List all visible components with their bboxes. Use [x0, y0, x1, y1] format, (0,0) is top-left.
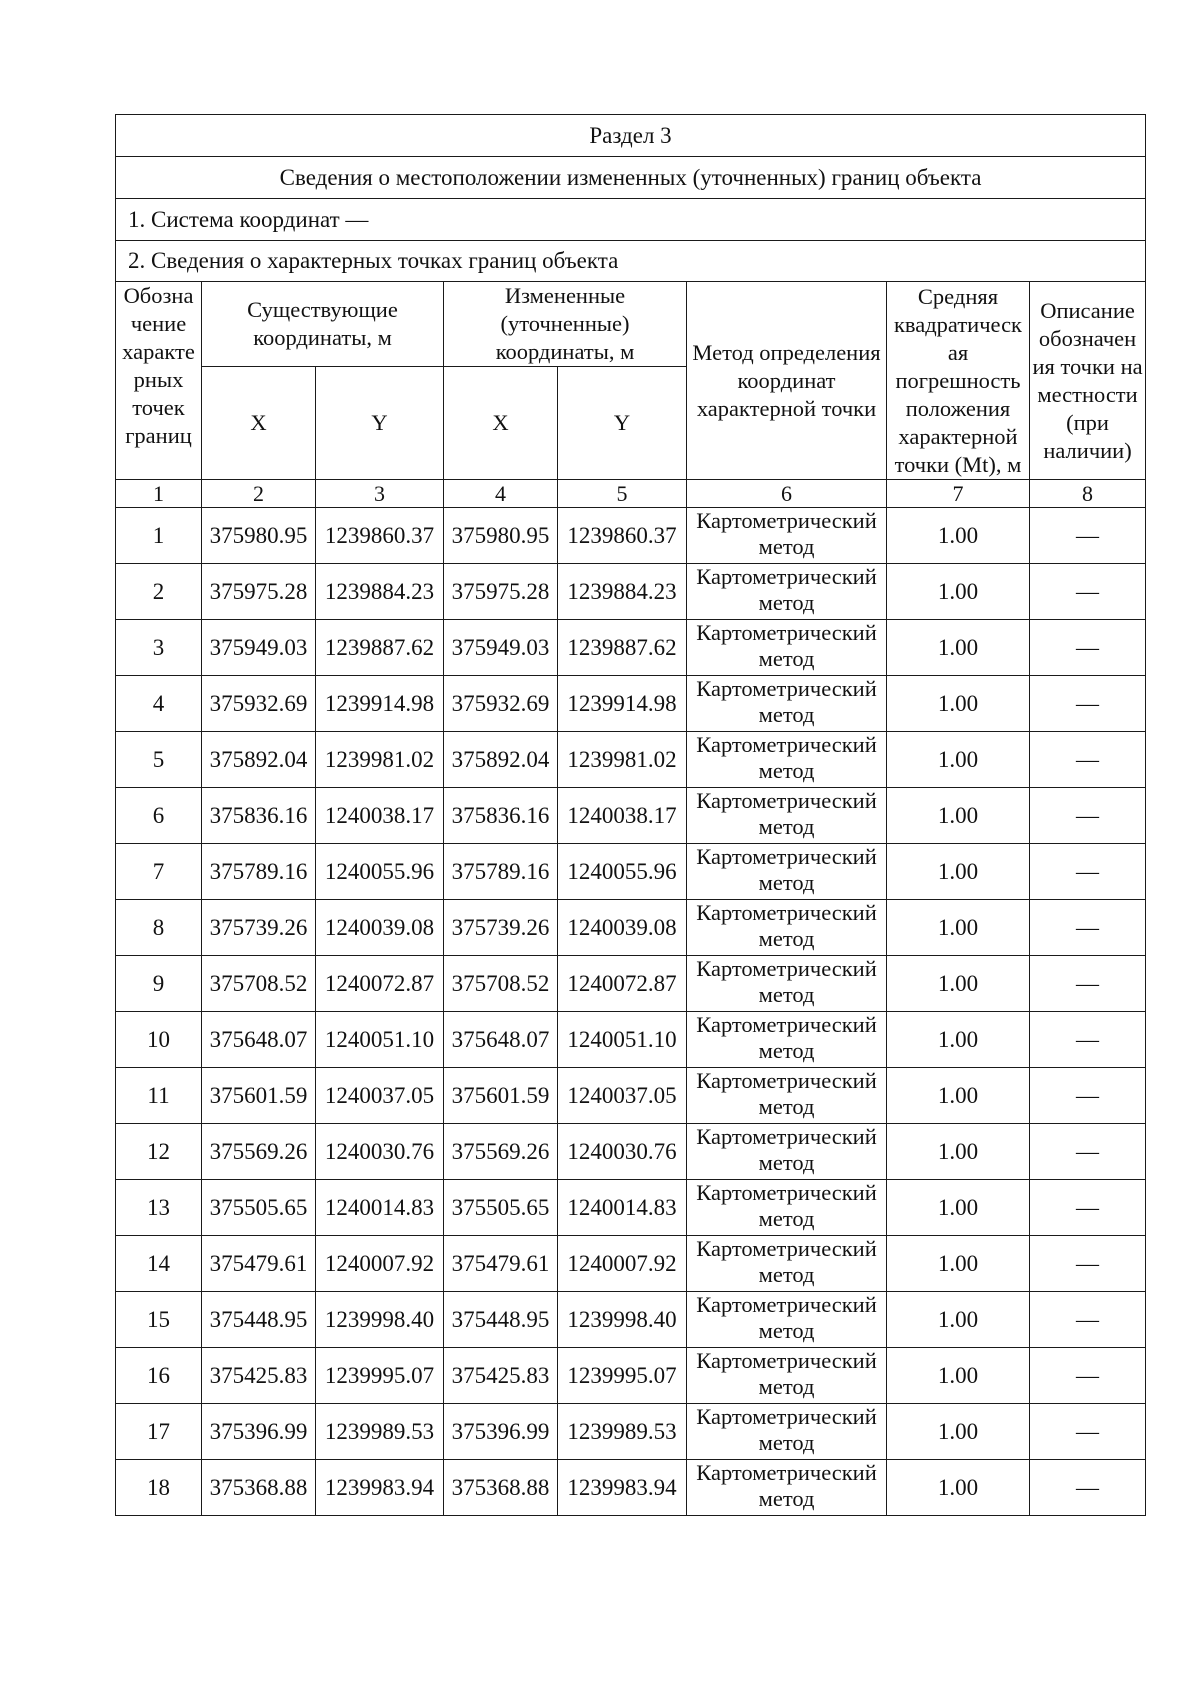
accuracy-cell: 1.00 — [887, 1012, 1030, 1068]
changed-y-cell: 1240051.10 — [558, 1012, 687, 1068]
column-number: 5 — [558, 480, 687, 508]
changed-x-cell: 375739.26 — [444, 900, 558, 956]
existing-x-cell: 375932.69 — [202, 676, 316, 732]
boundary-points-table — [115, 114, 1146, 1516]
description-cell: — — [1030, 564, 1146, 620]
changed-x-cell: 375980.95 — [444, 508, 558, 564]
changed-x-cell: 375368.88 — [444, 1460, 558, 1516]
existing-y-cell: 1240039.08 — [316, 900, 444, 956]
point-number-cell: 6 — [116, 788, 202, 844]
accuracy-cell: 1.00 — [887, 1292, 1030, 1348]
point-number-cell: 7 — [116, 844, 202, 900]
point-number-cell: 13 — [116, 1180, 202, 1236]
changed-y-cell: 1239983.94 — [558, 1460, 687, 1516]
changed-x-cell: 375892.04 — [444, 732, 558, 788]
accuracy-cell: 1.00 — [887, 1068, 1030, 1124]
changed-x-cell: 375789.16 — [444, 844, 558, 900]
column-number: 8 — [1030, 480, 1146, 508]
existing-y-cell: 1240055.96 — [316, 844, 444, 900]
description-cell: — — [1030, 1404, 1146, 1460]
table-row — [116, 620, 1146, 676]
table-row — [116, 1348, 1146, 1404]
changed-x-cell: 375836.16 — [444, 788, 558, 844]
accuracy-cell: 1.00 — [887, 732, 1030, 788]
header-y-existing: Y — [316, 367, 444, 480]
description-cell: — — [1030, 676, 1146, 732]
accuracy-cell: 1.00 — [887, 676, 1030, 732]
existing-x-cell: 375975.28 — [202, 564, 316, 620]
column-number: 6 — [687, 480, 887, 508]
changed-y-cell: 1239884.23 — [558, 564, 687, 620]
changed-y-cell: 1239860.37 — [558, 508, 687, 564]
description-cell: — — [1030, 1292, 1146, 1348]
description-cell: — — [1030, 620, 1146, 676]
changed-x-cell: 375975.28 — [444, 564, 558, 620]
table-row — [116, 1460, 1146, 1516]
table-row — [116, 1068, 1146, 1124]
changed-y-cell: 1240072.87 — [558, 956, 687, 1012]
existing-x-cell: 375505.65 — [202, 1180, 316, 1236]
header-y-changed: Y — [558, 367, 687, 480]
accuracy-cell: 1.00 — [887, 1124, 1030, 1180]
point-number-cell: 4 — [116, 676, 202, 732]
description-cell: — — [1030, 900, 1146, 956]
existing-y-cell: 1240038.17 — [316, 788, 444, 844]
changed-y-cell: 1240038.17 — [558, 788, 687, 844]
header-changed-coordinates: Измененные (уточненные) координаты, м — [444, 282, 687, 367]
description-cell: — — [1030, 1180, 1146, 1236]
method-cell: Картометрический метод — [687, 1348, 887, 1404]
existing-y-cell: 1239998.40 — [316, 1292, 444, 1348]
column-number: 1 — [116, 480, 202, 508]
point-number-cell: 3 — [116, 620, 202, 676]
point-number-cell: 16 — [116, 1348, 202, 1404]
table-row — [116, 564, 1146, 620]
section-title: Раздел 3 — [116, 115, 1146, 157]
accuracy-cell: 1.00 — [887, 900, 1030, 956]
changed-y-cell: 1240014.83 — [558, 1180, 687, 1236]
changed-x-cell: 375448.95 — [444, 1292, 558, 1348]
method-cell: Картометрический метод — [687, 1404, 887, 1460]
existing-y-cell: 1239989.53 — [316, 1404, 444, 1460]
header-accuracy: Средняя квадратическ ая погрешность положения характерной точки (Mt), м — [887, 282, 1030, 480]
section-title-row — [116, 115, 1146, 157]
description-cell: — — [1030, 1236, 1146, 1292]
changed-y-cell: 1240037.05 — [558, 1068, 687, 1124]
accuracy-cell: 1.00 — [887, 1236, 1030, 1292]
existing-y-cell: 1239887.62 — [316, 620, 444, 676]
existing-x-cell: 375648.07 — [202, 1012, 316, 1068]
description-cell: — — [1030, 732, 1146, 788]
method-cell: Картометрический метод — [687, 1124, 887, 1180]
existing-x-cell: 375368.88 — [202, 1460, 316, 1516]
table-row — [116, 1180, 1146, 1236]
description-cell: — — [1030, 1348, 1146, 1404]
accuracy-cell: 1.00 — [887, 1348, 1030, 1404]
point-number-cell: 9 — [116, 956, 202, 1012]
table-row — [116, 1236, 1146, 1292]
method-cell: Картометрический метод — [687, 732, 887, 788]
changed-x-cell: 375648.07 — [444, 1012, 558, 1068]
description-cell: — — [1030, 956, 1146, 1012]
changed-x-cell: 375601.59 — [444, 1068, 558, 1124]
boundary-points-sheet — [115, 114, 1145, 1516]
column-numbers-row — [116, 480, 1146, 508]
changed-x-cell: 375569.26 — [444, 1124, 558, 1180]
method-cell: Картометрический метод — [687, 1460, 887, 1516]
existing-x-cell: 375980.95 — [202, 508, 316, 564]
description-cell: — — [1030, 1124, 1146, 1180]
existing-y-cell: 1240051.10 — [316, 1012, 444, 1068]
method-cell: Картометрический метод — [687, 900, 887, 956]
existing-x-cell: 375789.16 — [202, 844, 316, 900]
accuracy-cell: 1.00 — [887, 844, 1030, 900]
existing-y-cell: 1240007.92 — [316, 1236, 444, 1292]
existing-y-cell: 1239914.98 — [316, 676, 444, 732]
point-number-cell: 2 — [116, 564, 202, 620]
existing-y-cell: 1240014.83 — [316, 1180, 444, 1236]
changed-x-cell: 375949.03 — [444, 620, 558, 676]
point-number-cell: 14 — [116, 1236, 202, 1292]
accuracy-cell: 1.00 — [887, 1180, 1030, 1236]
section-subtitle-row — [116, 157, 1146, 199]
point-number-cell: 15 — [116, 1292, 202, 1348]
table-row — [116, 508, 1146, 564]
changed-y-cell: 1239887.62 — [558, 620, 687, 676]
existing-y-cell: 1240030.76 — [316, 1124, 444, 1180]
point-number-cell: 18 — [116, 1460, 202, 1516]
method-cell: Картометрический метод — [687, 788, 887, 844]
description-cell: — — [1030, 508, 1146, 564]
method-cell: Картометрический метод — [687, 1292, 887, 1348]
table-row — [116, 676, 1146, 732]
point-number-cell: 17 — [116, 1404, 202, 1460]
existing-x-cell: 375601.59 — [202, 1068, 316, 1124]
changed-y-cell: 1239995.07 — [558, 1348, 687, 1404]
table-row — [116, 1404, 1146, 1460]
method-cell: Картометрический метод — [687, 564, 887, 620]
changed-x-cell: 375505.65 — [444, 1180, 558, 1236]
accuracy-cell: 1.00 — [887, 1460, 1030, 1516]
changed-y-cell: 1240039.08 — [558, 900, 687, 956]
method-cell: Картометрический метод — [687, 1236, 887, 1292]
changed-y-cell: 1240055.96 — [558, 844, 687, 900]
changed-x-cell: 375396.99 — [444, 1404, 558, 1460]
table-row — [116, 788, 1146, 844]
accuracy-cell: 1.00 — [887, 956, 1030, 1012]
coord-system-label: 1. Система координат — — [116, 199, 1146, 241]
changed-x-cell: 375479.61 — [444, 1236, 558, 1292]
header-existing-coordinates: Существующие координаты, м — [202, 282, 444, 367]
method-cell: Картометрический метод — [687, 956, 887, 1012]
accuracy-cell: 1.00 — [887, 564, 1030, 620]
existing-x-cell: 375892.04 — [202, 732, 316, 788]
changed-x-cell: 375708.52 — [444, 956, 558, 1012]
point-number-cell: 11 — [116, 1068, 202, 1124]
method-cell: Картометрический метод — [687, 620, 887, 676]
point-number-cell: 5 — [116, 732, 202, 788]
changed-y-cell: 1239998.40 — [558, 1292, 687, 1348]
header-x-changed: X — [444, 367, 558, 480]
description-cell: — — [1030, 1068, 1146, 1124]
method-cell: Картометрический метод — [687, 844, 887, 900]
changed-x-cell: 375932.69 — [444, 676, 558, 732]
header-row-1 — [116, 282, 1146, 367]
column-number: 4 — [444, 480, 558, 508]
table-row — [116, 1124, 1146, 1180]
column-number: 2 — [202, 480, 316, 508]
changed-y-cell: 1240030.76 — [558, 1124, 687, 1180]
description-cell: — — [1030, 844, 1146, 900]
existing-y-cell: 1239884.23 — [316, 564, 444, 620]
accuracy-cell: 1.00 — [887, 508, 1030, 564]
header-point-designation: Обозна чение характе рных точек границ — [116, 282, 202, 480]
changed-y-cell: 1240007.92 — [558, 1236, 687, 1292]
existing-x-cell: 375836.16 — [202, 788, 316, 844]
method-cell: Картометрический метод — [687, 1068, 887, 1124]
accuracy-cell: 1.00 — [887, 788, 1030, 844]
existing-x-cell: 375479.61 — [202, 1236, 316, 1292]
existing-y-cell: 1239981.02 — [316, 732, 444, 788]
method-cell: Картометрический метод — [687, 676, 887, 732]
existing-x-cell: 375396.99 — [202, 1404, 316, 1460]
accuracy-cell: 1.00 — [887, 1404, 1030, 1460]
changed-x-cell: 375425.83 — [444, 1348, 558, 1404]
description-cell: — — [1030, 1012, 1146, 1068]
point-number-cell: 1 — [116, 508, 202, 564]
existing-x-cell: 375708.52 — [202, 956, 316, 1012]
method-cell: Картометрический метод — [687, 1180, 887, 1236]
changed-y-cell: 1239989.53 — [558, 1404, 687, 1460]
description-cell: — — [1030, 788, 1146, 844]
table-row — [116, 956, 1146, 1012]
point-number-cell: 10 — [116, 1012, 202, 1068]
changed-y-cell: 1239981.02 — [558, 732, 687, 788]
table-row — [116, 900, 1146, 956]
header-method: Метод определения координат характерной точки — [687, 282, 887, 480]
changed-y-cell: 1239914.98 — [558, 676, 687, 732]
points-heading: 2. Сведения о характерных точках границ объекта — [116, 241, 1146, 282]
header-description: Описание обозначен ия точки на местности (при наличии) — [1030, 282, 1146, 480]
point-number-cell: 12 — [116, 1124, 202, 1180]
existing-x-cell: 375448.95 — [202, 1292, 316, 1348]
coord-system-row — [116, 199, 1146, 241]
table-row — [116, 732, 1146, 788]
accuracy-cell: 1.00 — [887, 620, 1030, 676]
method-cell: Картометрический метод — [687, 508, 887, 564]
point-number-cell: 8 — [116, 900, 202, 956]
existing-y-cell: 1239983.94 — [316, 1460, 444, 1516]
table-row — [116, 1012, 1146, 1068]
existing-y-cell: 1240072.87 — [316, 956, 444, 1012]
existing-x-cell: 375739.26 — [202, 900, 316, 956]
existing-y-cell: 1240037.05 — [316, 1068, 444, 1124]
method-cell: Картометрический метод — [687, 1012, 887, 1068]
existing-y-cell: 1239995.07 — [316, 1348, 444, 1404]
existing-x-cell: 375425.83 — [202, 1348, 316, 1404]
points-heading-row — [116, 241, 1146, 282]
column-number: 7 — [887, 480, 1030, 508]
existing-x-cell: 375949.03 — [202, 620, 316, 676]
header-x-existing: X — [202, 367, 316, 480]
existing-x-cell: 375569.26 — [202, 1124, 316, 1180]
table-row — [116, 844, 1146, 900]
section-subtitle: Сведения о местоположении измененных (уточненных) границ объекта — [116, 157, 1146, 199]
column-number: 3 — [316, 480, 444, 508]
table-row — [116, 1292, 1146, 1348]
existing-y-cell: 1239860.37 — [316, 508, 444, 564]
description-cell: — — [1030, 1460, 1146, 1516]
